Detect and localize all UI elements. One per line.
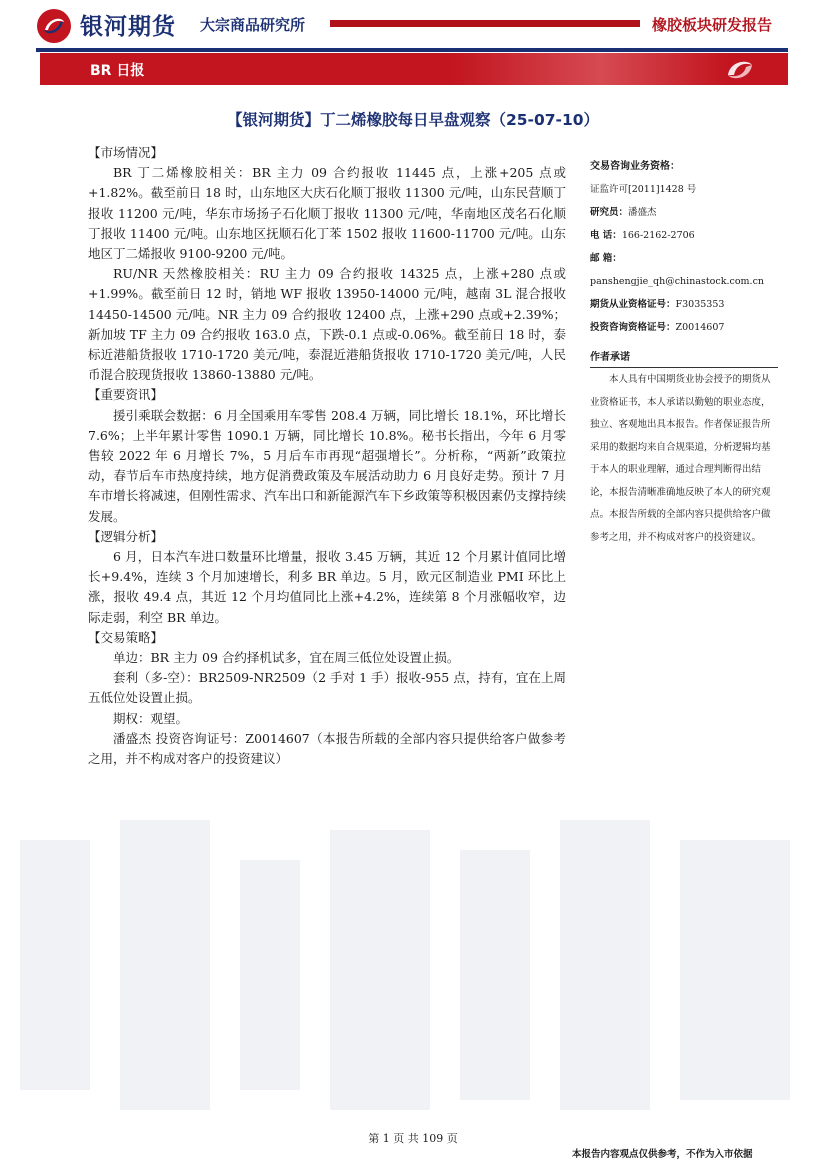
paragraph: RU/NR 天然橡胶相关：RU 主力 09 合约报收 14325 点，上涨+280 点或+1.99%。截至前日 12 时，销地 WF 报收 13950-14000 元/吨，越南 3L 混合报收 14450-14500 元/吨。NR 主力 09 合约报收 12400 点，上涨+290 点或+2.39%；新加坡 TF 主力 09 合约报收 163.0 点，下跌-0.1 点或-0.06%。截至前日 18 时，泰标近港船货报收 1710-1720 美元/吨，泰混近港船货报收 1710-1720 美元/吨，人民币混合胶现货报收 13860-13880 元/吨。: [88, 266, 566, 383]
section-heading: 【重要资讯】: [88, 387, 164, 403]
company-name: 银河期货: [80, 14, 176, 40]
paragraph: 援引乘联会数据：6 月全国乘用车零售 208.4 万辆，同比增长 18.1%，环比增长 7.6%；上半年累计零售 1090.1 万辆，同比增长 10.8%。秘书长指出，今年 6 月零售较 2022 年 6 月增长 7%，5 月后车市再现“超强增长”。分析称，“两新”政策拉动，春节后车市热度持续，地方促消费政策及车展活动助力 6 月良好走势。预计 7 月车市增长将减速，但刚性需求、汽车出口和新能源汽车下乡政策等积极因素仍支撑持续发展。: [88, 407, 566, 524]
main-content: [88, 143, 566, 769]
email-label: 邮 箱：: [590, 253, 622, 264]
phone-number: 166-2162-2706: [621, 230, 695, 241]
phone-label: 电 话：: [590, 230, 622, 241]
invest-cert-label: 投资咨询资格证号：: [590, 322, 676, 333]
researcher-row: [590, 201, 780, 224]
band-label: BR 日报: [90, 63, 145, 79]
researcher-label: 研究员：: [590, 207, 629, 218]
institute-name: 大宗商品研究所: [200, 16, 306, 34]
company-logo: [36, 6, 186, 46]
paragraph: 期权：观望。: [113, 710, 189, 726]
page-number: 第 1 页 共 109 页: [368, 1132, 458, 1145]
footer-disclaimer: 本报告内容观点仅供参考，不作为入市依据: [572, 1149, 753, 1160]
section-heading: 【逻辑分析】: [88, 528, 164, 544]
futures-cert-row: [590, 293, 780, 316]
futures-cert-label: 期货从业资格证号：: [590, 299, 676, 310]
phone-row: [590, 224, 780, 247]
futures-cert-number: F3035353: [675, 299, 725, 310]
page-title: 【银河期货】丁二烯橡胶每日早盘观察（25-07-10）: [226, 111, 600, 129]
paragraph: 套利（多-空）：BR2509-NR2509（2 手对 1 手）报收-955 点，持有，宜在上周五低位处设置止损。: [88, 670, 566, 706]
commitment-title: 作者承诺: [590, 348, 778, 368]
license-number: 证监许可[2011]1428 号: [590, 184, 697, 195]
email-address[interactable]: panshengjie_qh@chinastock.com.cn: [590, 276, 765, 287]
paragraph: 单边：BR 主力 09 合约择机试多，宜在周三低位处设置止损。: [113, 650, 460, 666]
section-heading: 【交易策略】: [88, 629, 164, 645]
paragraph: BR 丁二烯橡胶相关：BR 主力 09 合约报收 11445 点，上涨+205 点或+1.82%。截至前日 18 时，山东地区大庆石化顺丁报收 11300 元/吨，山东民营顺丁报收 11200 元/吨，华东市场扬子石化顺丁报收 11300 元/吨，华南地区茂名石化顺丁报收 11400 元/吨。山东地区抚顺石化丁苯 1502 报收 11600-11700 元/吨。山东地区丁二烯报收 9100-9200 元/吨。: [88, 165, 566, 262]
galaxy-logo-icon: [36, 8, 72, 44]
commitment-body: 本人具有中国期货业协会授予的期货从业资格证书，本人承诺以勤勉的职业态度，独立、客观地出具本报告。作者保证报告所采用的数据均来自合规渠道，分析逻辑均基于本人的职业理解，通过合理判断得出结论，本报告清晰准确地反映了本人的研究观点。本报告所载的全部内容只提供给客户做参考之用，并不构成对客户的投资建议。: [590, 374, 771, 543]
author-commitment: [590, 348, 778, 549]
invest-cert-number: Z0014607: [675, 322, 725, 333]
swoosh-icon: [720, 55, 760, 83]
header-divider: [330, 20, 640, 27]
researcher-name: 潘盛杰: [628, 207, 657, 218]
paragraph: 6 月，日本汽车进口数量环比增量，报收 3.45 万辆，其近 12 个月累计值同比增长+9.4%，连续 3 个月加速增长，利多 BR 单边。5 月，欧元区制造业 PMI 环比上涨，报收 49.4 点，其近 12 个月均值同比上涨+4.2%，连续第 8 个月涨幅收窄，边际走弱，利空 BR 单边。: [88, 549, 566, 625]
report-type: 橡胶板块研发报告: [652, 16, 773, 34]
section-heading: 【市场情况】: [88, 145, 164, 160]
email-row: [590, 247, 780, 270]
invest-cert-row: [590, 316, 780, 339]
report-band: [40, 53, 788, 85]
header-underline: [36, 48, 788, 52]
sidebar: [590, 155, 780, 339]
paragraph: 潘盛杰 投资咨询证号：Z0014607（本报告所载的全部内容只提供给客户做参考之用，并不构成对客户的投资建议）: [88, 730, 566, 767]
watermark-graphic: [0, 820, 826, 1120]
qualification-title: 交易咨询业务资格：: [590, 161, 680, 172]
